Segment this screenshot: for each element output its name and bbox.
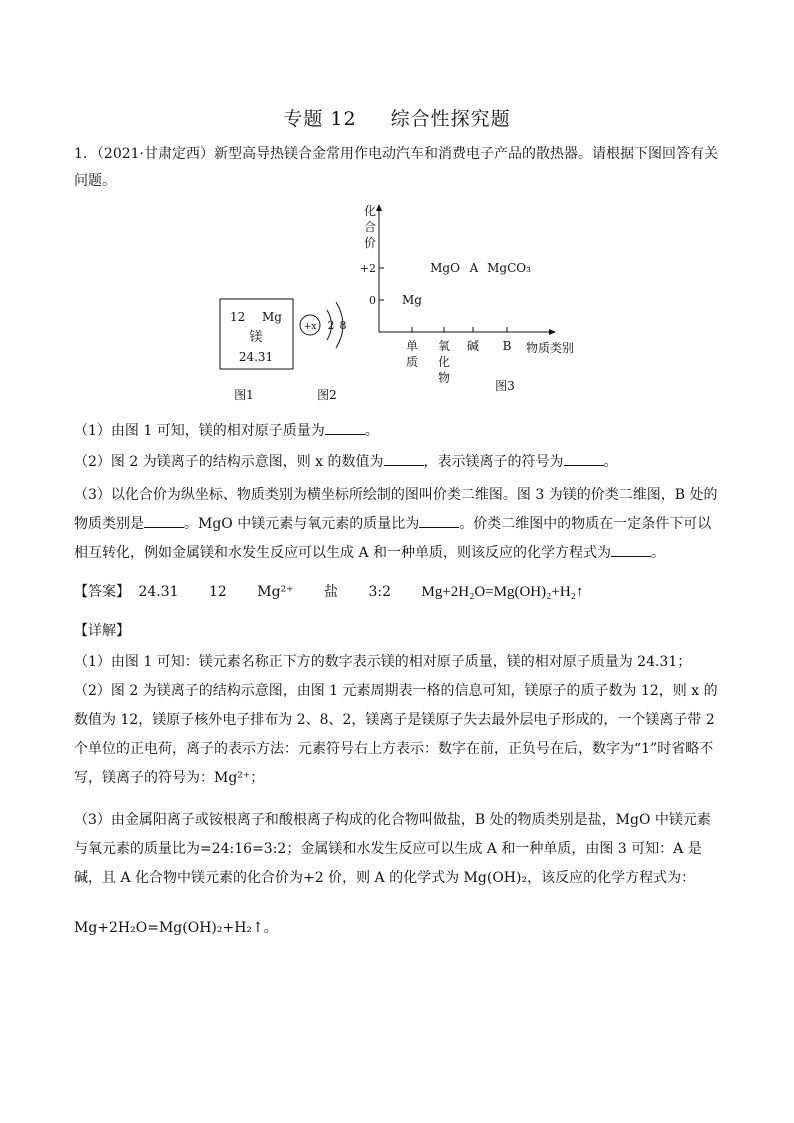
- q3-pre: （3）以化合价为纵坐标、物质类别为横坐标所绘制的图叫价类二维图。图 3 为镁的价类二维图，B 处的物质类别是: [74, 487, 718, 532]
- answer-item-4: 盐: [324, 584, 339, 600]
- fig1-symbol: Mg: [262, 310, 282, 324]
- fig1-mass: 24.31: [238, 350, 274, 364]
- fig1-caption: 图1: [234, 388, 254, 402]
- fig2-shell1-count: 2: [327, 319, 335, 332]
- q3-mid1: 。MgO 中镁元素与氧元素的质量比为: [184, 516, 420, 532]
- detail-label: 【详解】: [74, 623, 130, 639]
- fig3-point-1: Mg: [402, 293, 422, 307]
- fig3-xcat-2-char-2: 化: [437, 355, 451, 369]
- q2-mid: ，表示镁离子的符号为: [423, 454, 564, 470]
- q2-blank-1: [384, 451, 424, 466]
- title-name: 综合性探究题: [390, 108, 511, 130]
- q3-blank-2: [419, 513, 459, 528]
- figure1-element-cell: [220, 299, 293, 402]
- fig3-point-4: MgCO₃: [487, 261, 531, 275]
- fig2-nucleus-label: +x: [303, 322, 317, 332]
- fig3-xcat-1-char-2: 质: [405, 355, 419, 369]
- answer-label: 【答案】: [74, 584, 130, 600]
- q3-blank-3: [611, 542, 651, 557]
- subquestion-3: [74, 481, 724, 568]
- fig2-caption: 图2: [317, 388, 337, 402]
- fig3-ytick-zero: 0: [369, 294, 376, 307]
- answer-item-3: Mg²⁺: [257, 584, 294, 600]
- fig3-y-arrow: [376, 204, 382, 211]
- fig3-ylabel-char-1: 化: [363, 204, 377, 218]
- q3-post: 。: [651, 545, 666, 561]
- fig3-xcat-2-char-3: 物: [437, 371, 451, 385]
- question-stem: 1．（2021·甘肃定西）新型高导热镁合金常用作电动汽车和消费电子产品的散热器。请根据下图回答有关问题。: [74, 146, 718, 189]
- fig3-xcat-3-char-1: 碱: [466, 339, 480, 353]
- fig2-shell2-count: 8: [339, 319, 347, 332]
- fig3-x-arrow: [549, 329, 556, 335]
- fig1-name: 镁: [249, 330, 263, 345]
- detail-paragraph-1: （1）由图 1 可知：镁元素名称正下方的数字表示镁的相对原子质量，镁的相对原子质量为 24.31；: [74, 654, 692, 670]
- fig3-ytick-plus2: +2: [359, 262, 376, 275]
- fig3-ylabel-char-2: 合: [363, 220, 377, 234]
- fig3-xlabel: 物质类别: [525, 341, 575, 355]
- answer-line: [74, 578, 609, 606]
- detail-paragraph-4: Mg+2H₂O=Mg(OH)₂+H₂↑。: [74, 920, 278, 936]
- fig1-atomic-number: 12: [230, 310, 246, 324]
- q1-post: 。: [364, 423, 379, 439]
- fig3-caption: 图3: [495, 379, 515, 393]
- detail-paragraph-2: （2）图 2 为镁离子的结构示意图，由图 1 元素周期表一格的信息可知，镁原子的质子数为 12，则 x 的数值为 12，镁原子核外电子排布为 2、8、2，镁离子是镁原子失去最外层电子形成的，一个镁离子带 2 个单位的正电荷，离子的表示方法：元素符号右上方表示：数字在前，正负号在后，数字为“1”时省略不写，镁离子的符号为：Mg²⁺；: [74, 683, 718, 786]
- q2-pre: （2）图 2 为镁离子的结构示意图，则 x 的数值为: [74, 454, 384, 470]
- fig3-xcat-1-char-1: 单: [405, 339, 419, 353]
- figure-area: [0, 200, 794, 410]
- q1-blank: [325, 420, 365, 435]
- fig3-point-2: MgO: [430, 261, 460, 275]
- q2-blank-2: [564, 451, 604, 466]
- figure2-ion-structure: [300, 302, 347, 402]
- answer-item-5: 3:2: [368, 584, 392, 600]
- page-title: [0, 104, 794, 131]
- subquestion-1: [74, 417, 724, 446]
- q1-pre: （1）由图 1 可知，镁的相对原子质量为: [74, 423, 325, 439]
- q3-mid2: 。价类二维图中的物质在一定条件下可以相互转化，例如金属镁和水发生反应可以生成 A 和一种单质，则该反应的化学方程式为: [74, 516, 712, 561]
- fig3-point-3: A: [469, 261, 479, 275]
- detail-paragraph-3: （3）由金属阳离子或铵根离子和酸根离子构成的化合物叫做盐，B 处的物质类别是盐，MgO 中镁元素与氧元素的质量比为=24:16=3:2；金属镁和水发生反应可以生成 A 和一种单质，由图 3 可知：A 是碱，且 A 化合物中镁元素的化合价为+2 价，则 A 的化学式为 Mg(OH)₂，该反应的化学方程式为：: [74, 812, 711, 886]
- answer-item-1: 24.31: [138, 584, 179, 600]
- subquestion-2: [74, 448, 724, 477]
- q2-post: 。: [603, 454, 618, 470]
- fig3-xcat-4-char-1: B: [502, 339, 512, 353]
- fig3-xcat-2-char-1: 氧: [437, 339, 451, 353]
- answer-item-2: 12: [209, 584, 227, 600]
- figures-svg: [0, 200, 794, 410]
- title-topic: 专题 12: [283, 108, 357, 130]
- q3-blank-1: [144, 513, 184, 528]
- figure3-valence-chart: [360, 204, 574, 393]
- answer-equation: Mg+2H₂O=Mg(OH)₂+H₂↑: [421, 584, 584, 600]
- fig3-ylabel-char-3: 价: [363, 236, 377, 250]
